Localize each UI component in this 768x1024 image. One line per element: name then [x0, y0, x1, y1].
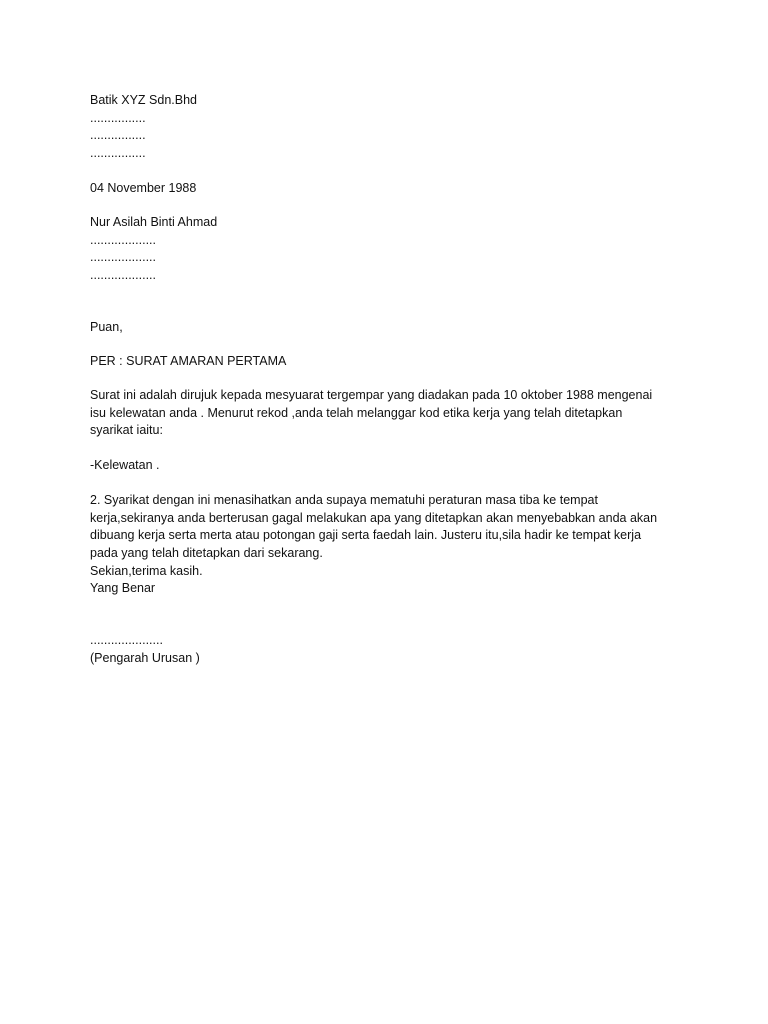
salutation: Puan,	[90, 320, 123, 334]
paragraph-1-line-3: syarikat iaitu:	[90, 423, 163, 437]
violation-item: -Kelewatan .	[90, 458, 160, 472]
sender-company: Batik XYZ Sdn.Bhd	[90, 93, 198, 107]
letter-date: 04 November 1988	[90, 181, 197, 195]
recipient-name: Nur Asilah Binti Ahmad	[90, 215, 218, 229]
sender-address-2: ................	[90, 128, 146, 142]
subject-line: PER : SURAT AMARAN PERTAMA	[90, 354, 287, 368]
sender-address-3: ................	[90, 146, 146, 160]
closing-thanks: Sekian,terima kasih.	[90, 564, 203, 578]
paragraph-2-line-3: dibuang kerja serta merta atau potongan gaji serta faedah lain. Justeru itu,sila hadir ke tempat kerja	[90, 528, 642, 542]
paragraph-2-line-2: kerja,sekiranya anda berterusan gagal melakukan apa yang ditetapkan akan menyebabkan anda akan	[90, 511, 658, 525]
paragraph-1-line-1: Surat ini adalah dirujuk kepada mesyuarat tergempar yang diadakan pada 10 oktober 1988 mengenai	[90, 388, 653, 402]
recipient-address-3: ...................	[90, 268, 156, 282]
sender-address-1: ................	[90, 111, 146, 125]
paragraph-1-line-2: isu kelewatan anda . Menurut rekod ,anda telah melanggar kod etika kerja yang telah ditetapkan	[90, 406, 623, 420]
signature-line: .....................	[90, 633, 163, 647]
recipient-address-1: ...................	[90, 233, 156, 247]
paragraph-2-line-1: 2. Syarikat dengan ini menasihatkan anda supaya mematuhi peraturan masa tiba ke tempat	[90, 493, 598, 507]
closing-yours: Yang Benar	[90, 581, 156, 595]
signature-title: (Pengarah Urusan )	[90, 651, 200, 665]
paragraph-2-line-4: pada yang telah ditetapkan dari sekarang.	[90, 546, 323, 560]
recipient-address-2: ...................	[90, 250, 156, 264]
